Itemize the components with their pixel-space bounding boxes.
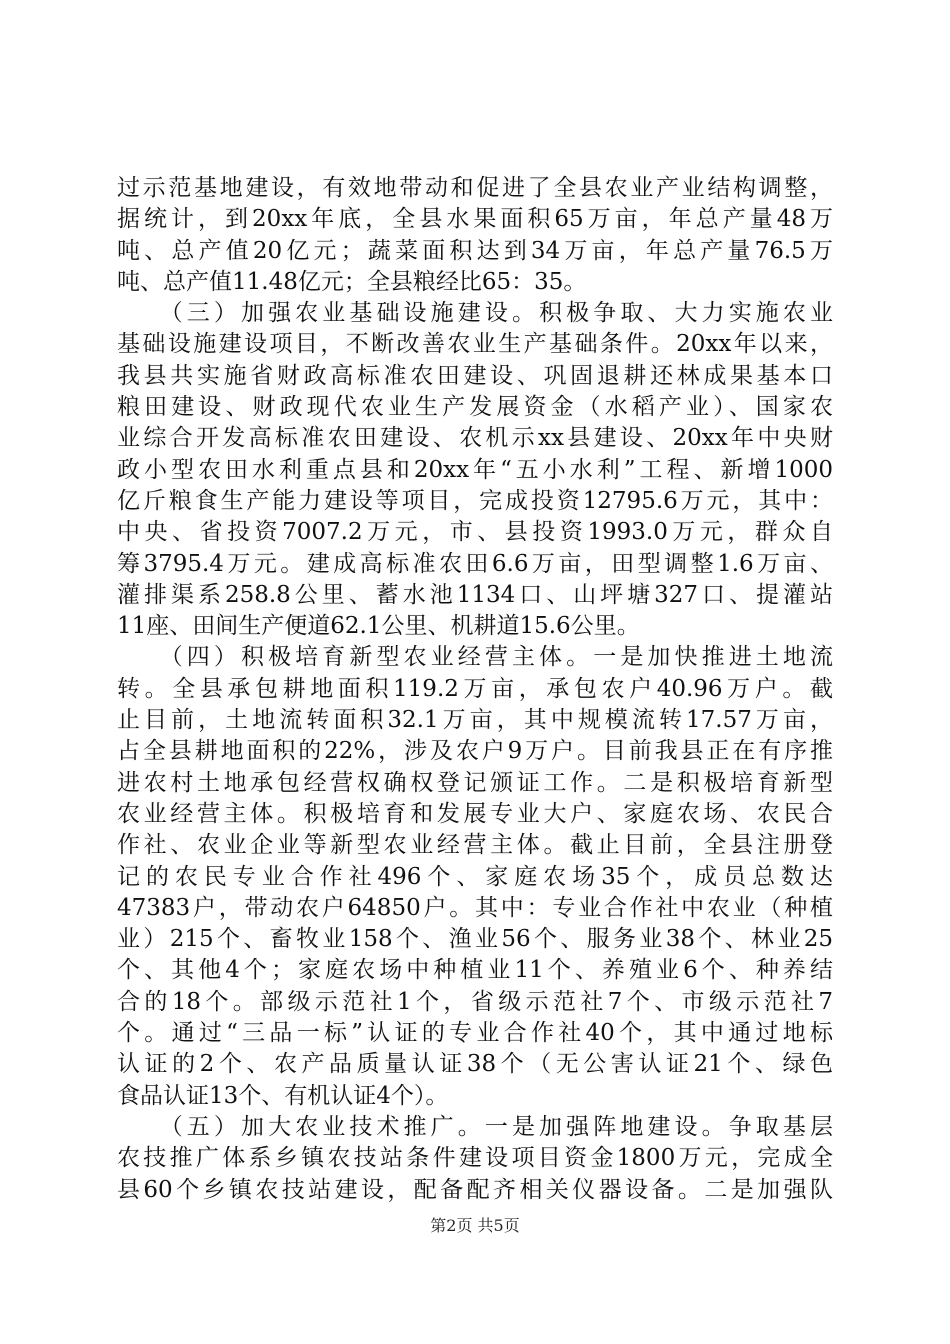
text-line: （三）加强农业基础设施建设。积极争取、大力实施农业 xyxy=(117,300,833,327)
text-line: 个。通过“三品一标”认证的专业合作社40个，其中通过地标 xyxy=(117,1020,833,1047)
text-line: 县60个乡镇农技站建设，配备配齐相关仪器设备。二是加强队 xyxy=(117,1176,833,1203)
text-line: 个、其他4个；家庭农场中种植业11个、养殖业6个、种养结 xyxy=(117,957,833,984)
text-line: 据统计，到20xx年底，全县水果面积65万亩，年总产量48万 xyxy=(117,206,833,233)
text-line: 止目前，土地流转面积32.1万亩，其中规模流转17.57万亩， xyxy=(117,707,833,734)
text-line: 基础设施建设项目，不断改善农业生产基础条件。20xx年以来， xyxy=(117,331,833,358)
text-line: 合的18个。部级示范社1个，省级示范社7个、市级示范社7 xyxy=(117,988,833,1015)
text-line: （五）加大农业技术推广。一是加强阵地建设。争取基层 xyxy=(117,1113,833,1140)
text-line: 农业经营主体。积极培育和发展专业大户、家庭农场、农民合 xyxy=(117,800,833,827)
text-line: 吨、总产值20亿元；蔬菜面积达到34万亩，年总产量76.5万 xyxy=(117,237,833,264)
text-line: 筹3795.4万元。建成高标准农田6.6万亩，田型调整1.6万亩、 xyxy=(117,550,833,577)
text-line: 灌排渠系258.8公里、蓄水池1134口、山坪塘327口、提灌站 xyxy=(117,581,833,608)
text-line: 粮田建设、财政现代农业生产发展资金（水稻产业）、国家农 xyxy=(117,394,833,421)
text-line: 政小型农田水利重点县和20xx年“五小水利”工程、新增1000 xyxy=(117,456,833,483)
text-line: 亿斤粮食生产能力建设等项目，完成投资12795.6万元，其中： xyxy=(117,487,833,514)
text-line: 我县共实施省财政高标准农田建设、巩固退耕还林成果基本口 xyxy=(117,362,833,389)
text-line: 47383户，带动农户64850户。其中：专业合作社中农业（种植 xyxy=(117,894,833,921)
text-line: 食品认证13个、有机认证4个）。 xyxy=(117,1082,449,1109)
text-line: 农技推广体系乡镇农技站条件建设项目资金1800万元，完成全 xyxy=(117,1145,833,1172)
text-line: 中央、省投资7007.2万元，市、县投资1993.0万元，群众自 xyxy=(117,519,833,546)
text-line: 业）215个、畜牧业158个、渔业56个、服务业38个、林业25 xyxy=(117,926,833,953)
text-line: 11座、田间生产便道62.1公里、机耕道15.6公里。 xyxy=(117,613,640,640)
text-line: 认证的2个、农产品质量认证38个（无公害认证21个、绿色 xyxy=(117,1051,833,1078)
text-line: 记的农民专业合作社496个、家庭农场35个，成员总数达 xyxy=(117,863,833,890)
text-line: 占全县耕地面积的22%，涉及农户9万户。目前我县正在有序推 xyxy=(117,738,833,765)
text-line: 业综合开发高标准农田建设、农机示xx县建设、20xx年中央财 xyxy=(117,425,833,452)
page-footer: 第2页 共5页 xyxy=(430,1216,520,1235)
text-line: 作社、农业企业等新型农业经营主体。截止目前，全县注册登 xyxy=(117,832,833,859)
text-line: 吨、总产值11.48亿元；全县粮经比65：35。 xyxy=(117,268,587,295)
document-body xyxy=(117,173,833,1206)
text-line: 进农村土地承包经营权确权登记颁证工作。二是积极培育新型 xyxy=(117,769,833,796)
text-line: 转。全县承包耕地面积119.2万亩，承包农户40.96万户。截 xyxy=(117,675,833,702)
text-line: 过示范基地建设，有效地带动和促进了全县农业产业结构调整， xyxy=(117,175,833,201)
text-line: （四）积极培育新型农业经营主体。一是加快推进土地流 xyxy=(117,644,833,671)
